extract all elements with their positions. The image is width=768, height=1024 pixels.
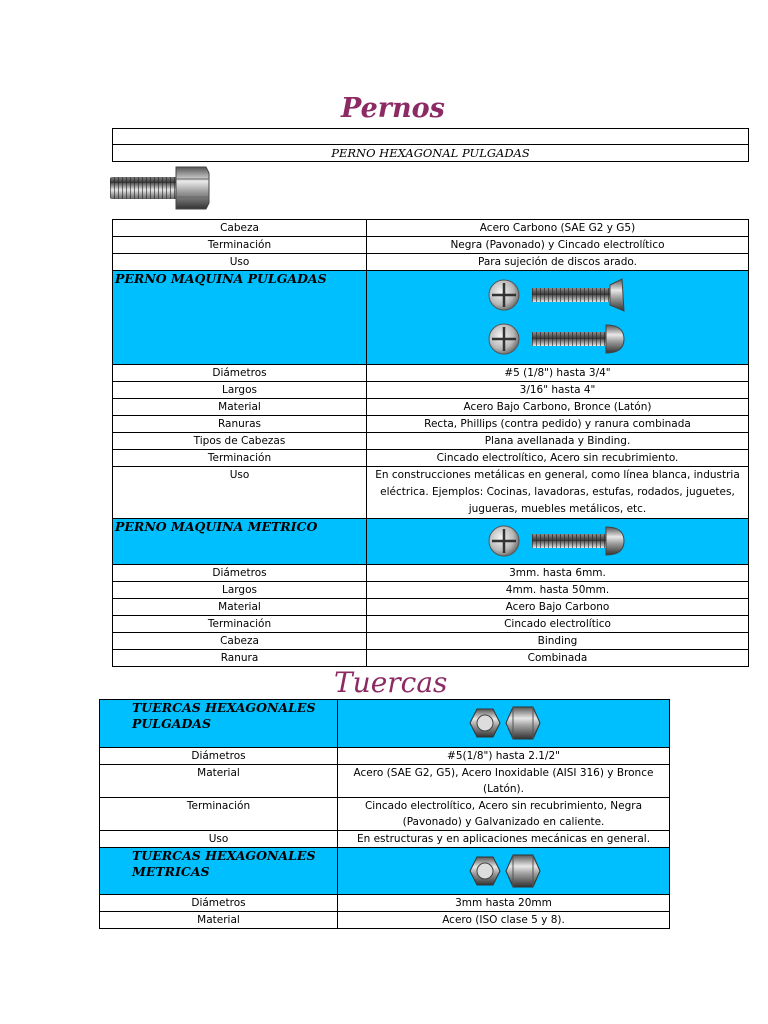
table-row: [113, 433, 749, 450]
row-value: Cincado electrolítico, Acero sin recubrimiento.: [367, 450, 749, 467]
table-row: [113, 633, 749, 650]
section-header: [100, 848, 670, 895]
row-value: Recta, Phillips (contra pedido) y ranura combinada: [367, 416, 749, 433]
section-title: TUERCAS HEXAGONALES METRICAS: [100, 848, 338, 895]
table-row: [113, 582, 749, 599]
row-label: Material: [100, 912, 338, 929]
table-row: [100, 831, 670, 848]
row-label: Material: [113, 399, 367, 416]
section-title: PERNO MAQUINA METRICO: [113, 519, 367, 565]
section-header: [100, 700, 670, 748]
table-row: [100, 798, 670, 831]
binding-head-screw-image: [488, 319, 628, 359]
row-value: Combinada: [367, 650, 749, 667]
row-label: Uso: [113, 467, 367, 519]
table-row: [100, 895, 670, 912]
nut-image-cell: [338, 700, 670, 748]
row-label: Cabeza: [113, 220, 367, 237]
row-label: Terminación: [113, 237, 367, 254]
row-value: #5(1/8") hasta 2.1/2": [338, 748, 670, 765]
row-value: Binding: [367, 633, 749, 650]
row-value: Cincado electrolítico, Acero sin recubrimiento, Negra (Pavonado) y Galvanizado en caliente.: [338, 798, 670, 831]
table-row: [113, 650, 749, 667]
row-value: Cincado electrolítico: [367, 616, 749, 633]
hex-bolt-specs: [112, 219, 749, 667]
table-row: [113, 416, 749, 433]
table-row: [113, 382, 749, 399]
table-row: [113, 220, 749, 237]
row-value: Negra (Pavonado) y Cincado electrolítico: [367, 237, 749, 254]
section-header: [113, 271, 749, 365]
hex-bolt-caption-table: [112, 128, 749, 162]
table-row: [113, 237, 749, 254]
row-value: 4mm. hasta 50mm.: [367, 582, 749, 599]
tuercas-specs: [99, 699, 670, 929]
table-row: [100, 912, 670, 929]
hex-bolt-image: [106, 163, 210, 211]
row-value: En construcciones metálicas en general, como línea blanca, industria eléctrica. Ejemplos: Cocinas, lavadoras, estufas, rodados, juguetes, jugueras, muebles metálicos, etc.: [367, 467, 749, 519]
row-label: Uso: [113, 254, 367, 271]
row-label: Terminación: [113, 616, 367, 633]
row-value: 3mm hasta 20mm: [338, 895, 670, 912]
table-row: [100, 748, 670, 765]
row-label: Largos: [113, 382, 367, 399]
row-label: Material: [100, 765, 338, 798]
nut-image-cell: [338, 848, 670, 895]
hex-nut-image: [466, 851, 542, 891]
row-value: Acero Bajo Carbono, Bronce (Latón): [367, 399, 749, 416]
row-value: Para sujeción de discos arado.: [367, 254, 749, 271]
row-value: 3mm. hasta 6mm.: [367, 565, 749, 582]
binding-head-screw-image: [488, 521, 628, 561]
screw-image-cell: [367, 519, 749, 565]
row-label: Uso: [100, 831, 338, 848]
row-label: Diámetros: [100, 748, 338, 765]
table-row: [113, 365, 749, 382]
table-row: [113, 616, 749, 633]
table-row: [113, 399, 749, 416]
row-value: En estructuras y en aplicaciones mecánicas en general.: [338, 831, 670, 848]
row-value: 3/16" hasta 4": [367, 382, 749, 399]
row-label: Terminación: [100, 798, 338, 831]
row-label: Ranura: [113, 650, 367, 667]
row-value: Acero (ISO clase 5 y 8).: [338, 912, 670, 929]
title-tuercas: Tuercas: [334, 666, 448, 699]
section-header: [113, 519, 749, 565]
title-pernos: Pernos: [341, 93, 445, 124]
row-value: Acero (SAE G2, G5), Acero Inoxidable (AISI 316) y Bronce (Latón).: [338, 765, 670, 798]
hex-bolt-caption: PERNO HEXAGONAL PULGADAS: [113, 145, 749, 162]
row-value: #5 (1/8") hasta 3/4": [367, 365, 749, 382]
table-row: [113, 565, 749, 582]
row-label: Ranuras: [113, 416, 367, 433]
row-label: Terminación: [113, 450, 367, 467]
section-title: TUERCAS HEXAGONALES PULGADAS: [100, 700, 338, 748]
row-label: Largos: [113, 582, 367, 599]
row-label: Diámetros: [100, 895, 338, 912]
hex-nut-image: [466, 703, 542, 743]
flat-head-screw-image: [488, 275, 628, 315]
table-row: [113, 599, 749, 616]
row-label: Diámetros: [113, 565, 367, 582]
section-title: PERNO MAQUINA PULGADAS: [113, 271, 367, 365]
row-label: Diámetros: [113, 365, 367, 382]
row-value: Acero Carbono (SAE G2 y G5): [367, 220, 749, 237]
row-value: Plana avellanada y Binding.: [367, 433, 749, 450]
row-value: Acero Bajo Carbono: [367, 599, 749, 616]
table-row: [113, 450, 749, 467]
empty-cell: [113, 129, 749, 145]
screw-images-cell: [367, 271, 749, 365]
table-row: [113, 254, 749, 271]
table-row: [100, 765, 670, 798]
table-row: [113, 467, 749, 519]
row-label: Tipos de Cabezas: [113, 433, 367, 450]
row-label: Material: [113, 599, 367, 616]
row-label: Cabeza: [113, 633, 367, 650]
